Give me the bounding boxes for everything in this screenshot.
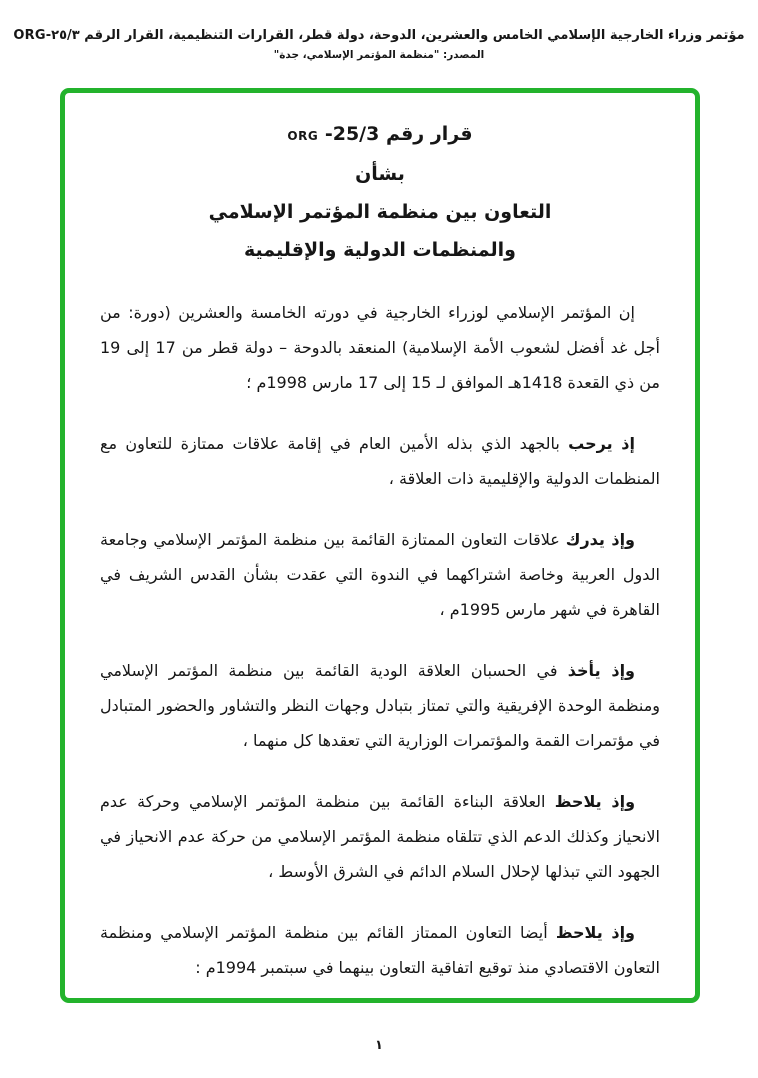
resolution-title-block [100,115,660,269]
paragraph-lead-word: وإذ يأخذ [567,661,635,680]
resolution-subject-line2: والمنظمات الدولية والإقليمية [244,239,516,261]
preamble-paragraph-2 [100,426,660,496]
paragraph-text: في الحسبان العلاقة الودية القائمة بين منظمة المؤتمر الإسلامي ومنظمة الوحدة الإفريقية والتي تمتاز بتبادل وجهات النظر والتشاور والحضور المتبادل في مؤتمرات القمة والمؤتمرات الوزارية التي تعقدها كل منهما ، [100,661,660,750]
page-footer [0,1038,758,1053]
paragraph-lead-word: إذ يرحب [568,434,635,453]
preamble-paragraph-4 [100,653,660,758]
header-source-line: المصدر: "منظمة المؤتمر الإسلامي، جدة" [273,49,485,61]
paragraph-lead-word: وإذ يلاحظ [554,792,636,811]
header-citation-line: مؤتمر وزراء الخارجية الإسلامي الخامس والعشرين، الدوحة، دولة قطر، القرارات التنظيمية، القرار الرقم ٢٥/٣-ORG [13,28,745,43]
resolution-org-code: ORG [287,129,319,143]
document-header [0,26,758,63]
paragraph-text: بالجهد الذي بذله الأمين العام في إقامة علاقات ممتازة للتعاون مع المنظمات الدولية والإقليمية ذات العلاقة ، [100,434,660,488]
paragraph-text: علاقات التعاون الممتازة القائمة بين منظمة المؤتمر الإسلامي وجامعة الدول العربية وخاصة اشتراكهما في الندوة التي عقدت بشأن القدس الشريف في القاهرة في شهر مارس 1995م ، [100,530,660,619]
resolution-number-text: قرار رقم 25/3- [324,123,473,145]
resolution-subject-line1: التعاون بين منظمة المؤتمر الإسلامي [208,201,552,223]
paragraph-text: العلاقة البناءة القائمة بين منظمة المؤتمر الإسلامي وحركة عدم الانحياز وكذلك الدعم الذي تتلقاه منظمة المؤتمر الإسلامي من حركة عدم الانحياز في الجهود التي تبذلها لإحلال السلام الدائم في الشرق الأوسط ، [100,792,660,881]
paragraph-lead-word: وإذ يدرك [565,530,635,549]
paragraph-lead-word: وإذ يلاحظ [555,923,636,942]
resolution-number-line [100,115,660,155]
page-number: ١ [375,1038,383,1053]
resolution-frame [60,88,700,1003]
preamble-paragraph-6 [100,915,660,985]
paragraph-text: أيضا التعاون الممتاز القائم بين منظمة المؤتمر الإسلامي ومنظمة التعاون الاقتصادي منذ توقيع اتفاقية التعاون بينهما في سبتمبر 1994م : [100,923,660,977]
paragraph-text: إن المؤتمر الإسلامي لوزراء الخارجية في دورته الخامسة والعشرين (دورة: من أجل غد أفضل لشعوب الأمة الإسلامية) المنعقد بالدوحة – دولة قطر من 17 إلى 19 من ذي القعدة 1418هـ الموافق لـ 15 إلى 17 مارس 1998م ؛ [100,303,660,392]
preamble-paragraph-5 [100,784,660,889]
resolution-subject-word: بشأن [355,163,405,185]
resolution-body [100,295,660,985]
preamble-paragraph-3 [100,522,660,627]
preamble-paragraph-1 [100,295,660,400]
